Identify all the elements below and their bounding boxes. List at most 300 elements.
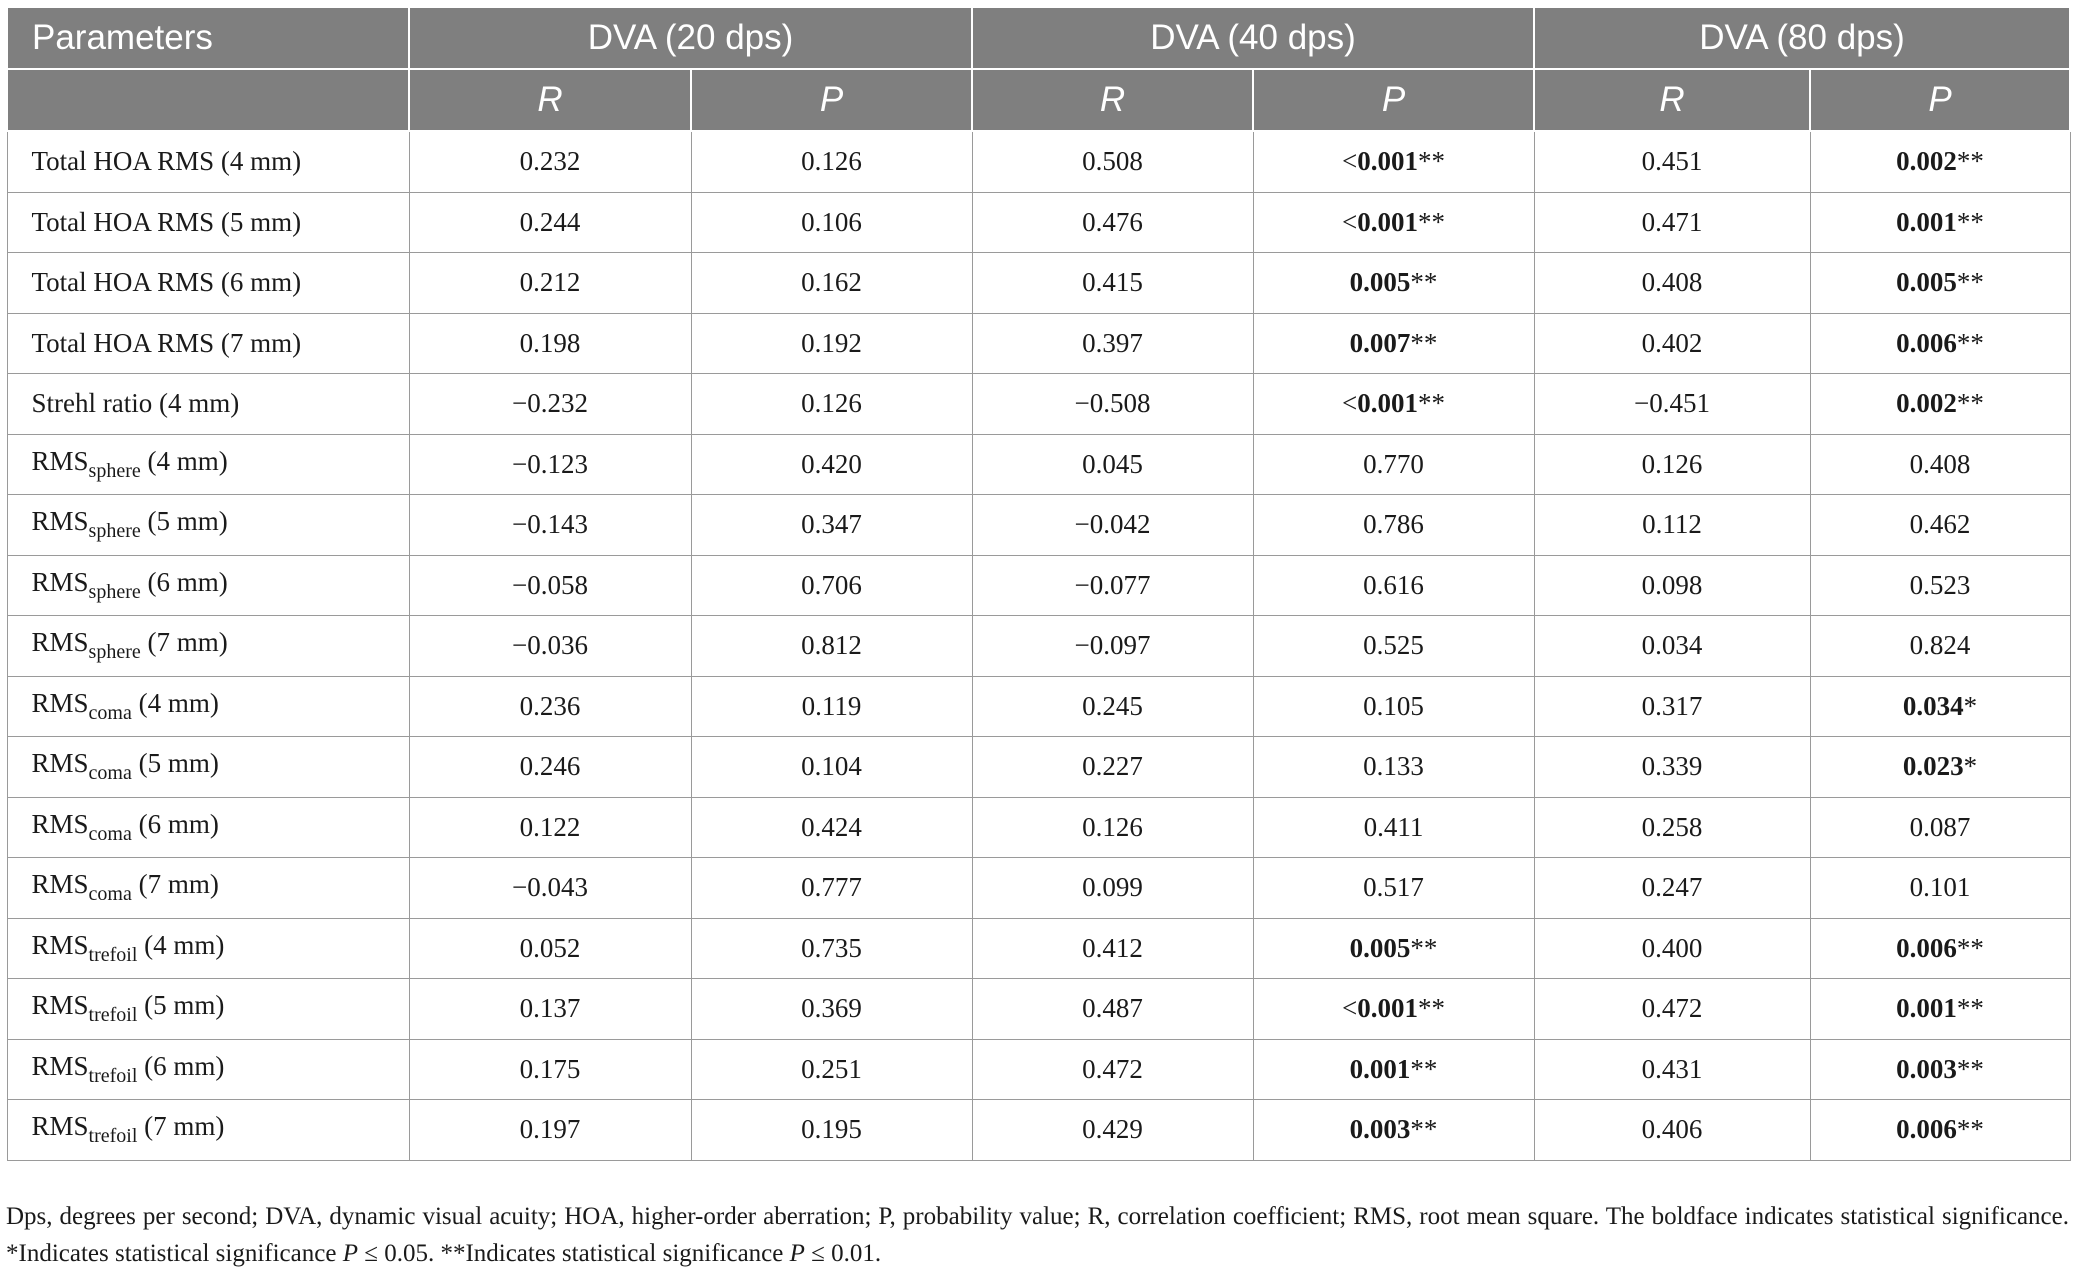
parameter-cell <box>7 676 409 737</box>
value-number: 0.431 <box>1641 1053 1703 1084</box>
p-value-cell <box>1253 1100 1534 1161</box>
parameter-subscript: coma <box>88 822 132 845</box>
r-value-cell <box>1534 434 1810 495</box>
r-value-cell <box>972 374 1253 435</box>
parameter-pupil-size: (4 mm) <box>137 929 225 960</box>
r-value-cell <box>409 676 691 737</box>
p-value-cell <box>1253 192 1534 253</box>
parameter-cell <box>7 555 409 616</box>
p-value-cell <box>691 918 972 979</box>
r-value-cell <box>409 313 691 374</box>
r-value-cell <box>409 555 691 616</box>
value-number: 0.812 <box>801 630 862 661</box>
value-number: 0.616 <box>1363 569 1424 600</box>
significance-marker: ** <box>1410 1053 1438 1084</box>
p-value-cell <box>1253 616 1534 677</box>
value-prefix: < <box>1342 146 1358 177</box>
header-parameters: Parameters <box>7 7 409 69</box>
parameter-pupil-size: (6 mm) <box>140 566 228 597</box>
value-number: 0.525 <box>1363 630 1424 661</box>
parameter-subscript: sphere <box>88 520 141 543</box>
value-number: 0.408 <box>1909 448 1971 479</box>
value-number: −0.232 <box>512 388 588 419</box>
significance-marker: ** <box>1956 388 1984 419</box>
value-number: 0.001 <box>1896 206 1957 237</box>
footnote-p-symbol-2: P <box>789 1240 805 1267</box>
value-number: 0.246 <box>519 751 581 782</box>
value-number: 0.122 <box>519 811 581 842</box>
r-value-cell <box>972 797 1253 858</box>
value-number: 0.137 <box>519 993 581 1024</box>
value-number: 0.347 <box>801 509 862 540</box>
p-value-cell <box>691 797 972 858</box>
r-value-cell <box>1534 979 1810 1040</box>
value-number: 0.236 <box>519 690 581 721</box>
r-value-cell <box>972 555 1253 616</box>
subheader-p-80: P <box>1810 69 2070 131</box>
subheader-r-40: R <box>972 69 1253 131</box>
r-value-cell <box>1534 555 1810 616</box>
p-value-cell <box>691 1100 972 1161</box>
value-number: 0.517 <box>1363 872 1424 903</box>
r-value-cell <box>409 131 691 192</box>
r-value-cell <box>1534 1039 1810 1100</box>
value-number: 0.087 <box>1909 811 1971 842</box>
parameter-name: RMS <box>31 1050 89 1081</box>
header-row-groups <box>7 7 2070 69</box>
parameter-cell <box>7 1100 409 1161</box>
value-number: 0.005 <box>1349 267 1411 298</box>
r-value-cell <box>1534 192 1810 253</box>
parameter-pupil-size: (5 mm) <box>140 506 228 537</box>
value-number: 0.197 <box>519 1114 581 1145</box>
significance-marker: ** <box>1417 993 1445 1024</box>
parameter-pupil-size: (7 mm) <box>137 1111 225 1142</box>
parameter-subscript: trefoil <box>88 1125 138 1148</box>
r-value-cell <box>1534 495 1810 556</box>
parameter-pupil-size: (4 mm) <box>152 388 240 419</box>
value-number: 0.408 <box>1641 267 1703 298</box>
r-value-cell <box>1534 918 1810 979</box>
parameter-cell <box>7 495 409 556</box>
value-prefix: < <box>1342 993 1358 1024</box>
p-value-cell <box>1810 1100 2070 1161</box>
value-number: −0.508 <box>1074 388 1151 419</box>
r-value-cell <box>972 1100 1253 1161</box>
r-value-cell <box>972 131 1253 192</box>
r-value-cell <box>409 858 691 919</box>
parameter-subscript: sphere <box>88 459 141 482</box>
parameter-pupil-size: (6 mm) <box>131 808 219 839</box>
value-number: 0.101 <box>1909 872 1971 903</box>
parameter-name: RMS <box>31 687 89 718</box>
significance-marker: ** <box>1417 388 1445 419</box>
parameter-name: Strehl ratio <box>31 388 153 419</box>
p-value-cell <box>1810 253 2070 314</box>
table-footnote <box>6 1198 2069 1272</box>
p-value-cell <box>1253 555 1534 616</box>
header-empty <box>7 69 409 131</box>
r-value-cell <box>409 979 691 1040</box>
parameter-name: RMS <box>31 808 89 839</box>
parameter-name: RMS <box>31 929 89 960</box>
value-number: 0.420 <box>801 448 862 479</box>
r-value-cell <box>409 1039 691 1100</box>
subheader-r-80: R <box>1534 69 1810 131</box>
table-row <box>7 1100 2070 1161</box>
value-number: 0.023 <box>1902 751 1964 782</box>
value-number: 0.244 <box>519 206 581 237</box>
value-number: 0.003 <box>1896 1053 1957 1084</box>
parameter-cell <box>7 918 409 979</box>
parameter-subscript: sphere <box>88 641 141 664</box>
r-value-cell <box>409 374 691 435</box>
value-number: 0.777 <box>801 872 862 903</box>
p-value-cell <box>1810 374 2070 435</box>
value-number: 0.786 <box>1363 509 1424 540</box>
value-number: 0.369 <box>801 993 862 1024</box>
r-value-cell <box>409 616 691 677</box>
value-number: 0.251 <box>801 1053 862 1084</box>
value-number: 0.112 <box>1642 509 1702 540</box>
r-value-cell <box>409 253 691 314</box>
parameter-pupil-size: (5 mm) <box>137 990 225 1021</box>
parameter-subscript: coma <box>88 883 132 906</box>
p-value-cell <box>691 374 972 435</box>
value-number: 0.451 <box>1641 146 1703 177</box>
r-value-cell <box>972 737 1253 798</box>
footnote-text: Dps, degrees per second; DVA, dynamic visual acuity; HOA, higher-order aberration; P, probability value; R, correlation coefficient; RMS, root mean square. The boldface indicates statistical significance. *Indicates statistical significance <box>6 1203 2069 1267</box>
subheader-p-20: P <box>691 69 972 131</box>
p-value-cell <box>1253 676 1534 737</box>
table-row <box>7 737 2070 798</box>
value-number: −0.097 <box>1074 630 1151 661</box>
footnote-threshold-2: ≤ 0.01. <box>804 1240 882 1267</box>
significance-marker: ** <box>1410 932 1438 963</box>
value-number: 0.462 <box>1909 509 1971 540</box>
value-number: 0.001 <box>1357 993 1418 1024</box>
value-number: 0.472 <box>1641 993 1703 1024</box>
r-value-cell <box>1534 313 1810 374</box>
parameter-cell <box>7 313 409 374</box>
table-row <box>7 434 2070 495</box>
value-number: 0.002 <box>1896 388 1957 419</box>
table-row <box>7 676 2070 737</box>
table-row <box>7 495 2070 556</box>
r-value-cell <box>409 434 691 495</box>
p-value-cell <box>1810 737 2070 798</box>
value-number: 0.119 <box>801 690 862 721</box>
parameter-name: Total HOA RMS <box>31 206 215 237</box>
value-number: −0.043 <box>512 872 588 903</box>
table-body <box>7 131 2070 1160</box>
value-number: 0.212 <box>519 267 581 298</box>
value-number: 0.195 <box>801 1114 862 1145</box>
parameter-cell <box>7 192 409 253</box>
p-value-cell <box>1253 737 1534 798</box>
value-number: 0.424 <box>801 811 862 842</box>
value-number: 0.001 <box>1357 206 1418 237</box>
r-value-cell <box>972 858 1253 919</box>
value-number: 0.406 <box>1641 1114 1703 1145</box>
value-number: 0.126 <box>801 146 862 177</box>
value-number: 0.001 <box>1349 1053 1411 1084</box>
value-number: 0.034 <box>1902 690 1964 721</box>
value-number: 0.001 <box>1357 146 1418 177</box>
r-value-cell <box>1534 858 1810 919</box>
p-value-cell <box>1810 676 2070 737</box>
significance-marker: ** <box>1410 267 1438 298</box>
value-number: 0.227 <box>1082 751 1143 782</box>
p-value-cell <box>1810 495 2070 556</box>
p-value-cell <box>691 495 972 556</box>
p-value-cell <box>1810 1039 2070 1100</box>
value-number: 0.003 <box>1349 1114 1411 1145</box>
value-number: 0.476 <box>1082 206 1143 237</box>
r-value-cell <box>1534 253 1810 314</box>
p-value-cell <box>1810 434 2070 495</box>
value-number: 0.770 <box>1363 448 1424 479</box>
value-number: 0.247 <box>1641 872 1703 903</box>
value-number: 0.045 <box>1082 448 1143 479</box>
parameter-pupil-size: (7 mm) <box>140 627 228 658</box>
parameter-pupil-size: (7 mm) <box>131 869 219 900</box>
parameter-name: Total HOA RMS <box>31 327 215 358</box>
r-value-cell <box>1534 797 1810 858</box>
parameter-subscript: trefoil <box>88 1004 138 1027</box>
significance-marker: ** <box>1956 206 1984 237</box>
table-row <box>7 555 2070 616</box>
r-value-cell <box>972 313 1253 374</box>
r-value-cell <box>409 192 691 253</box>
r-value-cell <box>972 918 1253 979</box>
value-number: 0.006 <box>1896 932 1957 963</box>
p-value-cell <box>691 979 972 1040</box>
r-value-cell <box>1534 374 1810 435</box>
parameter-subscript: coma <box>88 701 132 724</box>
value-number: 0.317 <box>1641 690 1703 721</box>
parameter-name: RMS <box>31 869 89 900</box>
table-row <box>7 616 2070 677</box>
p-value-cell <box>691 858 972 919</box>
value-number: 0.339 <box>1641 751 1703 782</box>
parameter-cell <box>7 858 409 919</box>
r-value-cell <box>972 434 1253 495</box>
value-number: 0.400 <box>1641 932 1703 963</box>
p-value-cell <box>1810 918 2070 979</box>
parameter-subscript: sphere <box>88 580 141 603</box>
table-row <box>7 131 2070 192</box>
value-number: 0.824 <box>1909 630 1971 661</box>
value-number: 0.104 <box>801 751 862 782</box>
value-number: 0.508 <box>1082 146 1143 177</box>
p-value-cell <box>691 253 972 314</box>
parameter-name: Total HOA RMS <box>31 146 215 177</box>
r-value-cell <box>409 797 691 858</box>
value-number: 0.105 <box>1363 690 1424 721</box>
table-row <box>7 192 2070 253</box>
r-value-cell <box>972 616 1253 677</box>
p-value-cell <box>1810 192 2070 253</box>
parameter-subscript: coma <box>88 762 132 785</box>
p-value-cell <box>691 676 972 737</box>
value-number: 0.006 <box>1896 1114 1957 1145</box>
parameter-pupil-size: (6 mm) <box>214 267 302 298</box>
significance-marker: ** <box>1956 267 1984 298</box>
header-group-20dps: DVA (20 dps) <box>409 7 972 69</box>
table-row <box>7 253 2070 314</box>
r-value-cell <box>972 253 1253 314</box>
value-number: 0.034 <box>1641 630 1703 661</box>
parameter-cell <box>7 131 409 192</box>
value-number: 0.471 <box>1641 206 1703 237</box>
p-value-cell <box>1253 797 1534 858</box>
significance-marker: ** <box>1410 1114 1438 1145</box>
value-number: 0.126 <box>801 388 862 419</box>
value-number: 0.198 <box>519 327 581 358</box>
r-value-cell <box>409 1100 691 1161</box>
significance-marker: ** <box>1956 932 1984 963</box>
value-number: 0.735 <box>801 932 862 963</box>
r-value-cell <box>972 495 1253 556</box>
table-row <box>7 374 2070 435</box>
table-row <box>7 918 2070 979</box>
r-value-cell <box>972 192 1253 253</box>
r-value-cell <box>1534 676 1810 737</box>
value-number: 0.162 <box>801 267 862 298</box>
significance-marker: ** <box>1956 327 1984 358</box>
value-number: 0.192 <box>801 327 862 358</box>
parameter-subscript: trefoil <box>88 1064 138 1087</box>
parameter-pupil-size: (5 mm) <box>214 206 302 237</box>
header-group-40dps: DVA (40 dps) <box>972 7 1534 69</box>
parameter-pupil-size: (4 mm) <box>214 146 302 177</box>
value-number: 0.106 <box>801 206 862 237</box>
p-value-cell <box>691 737 972 798</box>
value-prefix: < <box>1342 206 1358 237</box>
p-value-cell <box>1810 313 2070 374</box>
p-value-cell <box>691 616 972 677</box>
table-row <box>7 1039 2070 1100</box>
value-number: 0.098 <box>1641 569 1703 600</box>
p-value-cell <box>1810 797 2070 858</box>
p-value-cell <box>1253 495 1534 556</box>
parameter-cell <box>7 374 409 435</box>
correlation-table <box>6 6 2071 1161</box>
significance-marker: ** <box>1956 1053 1984 1084</box>
footnote-threshold-1: ≤ 0.05. **Indicates statistical significance <box>357 1240 790 1267</box>
p-value-cell <box>1253 313 1534 374</box>
parameter-name: RMS <box>31 1111 89 1142</box>
r-value-cell <box>409 918 691 979</box>
value-prefix: < <box>1342 388 1358 419</box>
p-value-cell <box>691 131 972 192</box>
value-number: −0.143 <box>512 509 588 540</box>
value-number: 0.706 <box>801 569 862 600</box>
value-number: 0.005 <box>1896 267 1957 298</box>
value-number: 0.002 <box>1896 146 1957 177</box>
p-value-cell <box>691 555 972 616</box>
value-number: 0.099 <box>1082 872 1143 903</box>
value-number: 0.415 <box>1082 267 1143 298</box>
parameter-pupil-size: (4 mm) <box>131 687 219 718</box>
footnote-p-symbol-1: P <box>342 1240 358 1267</box>
p-value-cell <box>1253 434 1534 495</box>
value-number: −0.036 <box>512 630 588 661</box>
value-number: −0.451 <box>1634 388 1710 419</box>
value-number: −0.058 <box>512 569 588 600</box>
p-value-cell <box>1810 616 2070 677</box>
parameter-cell <box>7 797 409 858</box>
parameter-cell <box>7 253 409 314</box>
p-value-cell <box>1253 374 1534 435</box>
parameter-subscript: trefoil <box>88 943 138 966</box>
value-number: 0.232 <box>519 146 581 177</box>
significance-marker: ** <box>1956 993 1984 1024</box>
parameter-pupil-size: (7 mm) <box>214 327 302 358</box>
r-value-cell <box>972 676 1253 737</box>
parameter-cell <box>7 1039 409 1100</box>
significance-marker: ** <box>1417 206 1445 237</box>
significance-marker: ** <box>1410 327 1438 358</box>
value-number: −0.123 <box>512 448 588 479</box>
value-number: 0.402 <box>1641 327 1703 358</box>
p-value-cell <box>691 313 972 374</box>
r-value-cell <box>1534 737 1810 798</box>
parameter-name: RMS <box>31 990 89 1021</box>
p-value-cell <box>691 434 972 495</box>
parameter-cell <box>7 616 409 677</box>
parameter-cell <box>7 979 409 1040</box>
header-row-subheaders <box>7 69 2070 131</box>
r-value-cell <box>972 1039 1253 1100</box>
value-number: 0.175 <box>519 1053 581 1084</box>
p-value-cell <box>691 1039 972 1100</box>
value-number: 0.126 <box>1641 448 1703 479</box>
value-number: 0.245 <box>1082 690 1143 721</box>
parameter-name: RMS <box>31 566 89 597</box>
parameter-name: RMS <box>31 627 89 658</box>
table-row <box>7 313 2070 374</box>
significance-marker: * <box>1963 751 1978 782</box>
p-value-cell <box>1810 131 2070 192</box>
significance-marker: ** <box>1956 146 1984 177</box>
table-row <box>7 979 2070 1040</box>
r-value-cell <box>1534 1100 1810 1161</box>
value-number: −0.042 <box>1074 509 1151 540</box>
table-row <box>7 858 2070 919</box>
value-number: 0.005 <box>1349 932 1411 963</box>
parameter-pupil-size: (4 mm) <box>140 445 228 476</box>
parameter-name: RMS <box>31 445 89 476</box>
value-number: 0.133 <box>1363 751 1424 782</box>
results-table-container <box>6 6 2069 1161</box>
value-number: 0.006 <box>1896 327 1957 358</box>
subheader-p-40: P <box>1253 69 1534 131</box>
parameter-cell <box>7 737 409 798</box>
r-value-cell <box>1534 616 1810 677</box>
value-number: 0.523 <box>1909 569 1971 600</box>
value-number: 0.397 <box>1082 327 1143 358</box>
parameter-name: Total HOA RMS <box>31 267 215 298</box>
p-value-cell <box>1253 1039 1534 1100</box>
parameter-name: RMS <box>31 506 89 537</box>
value-number: 0.126 <box>1082 811 1143 842</box>
p-value-cell <box>1253 918 1534 979</box>
parameter-name: RMS <box>31 748 89 779</box>
r-value-cell <box>1534 131 1810 192</box>
p-value-cell <box>1253 131 1534 192</box>
